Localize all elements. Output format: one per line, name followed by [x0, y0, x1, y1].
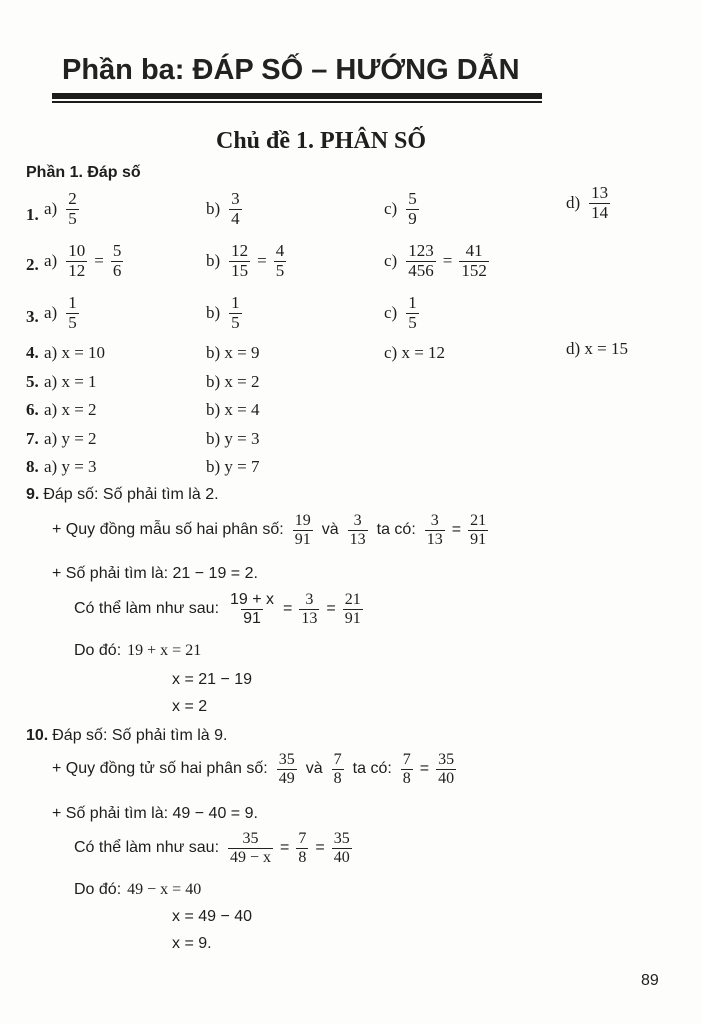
question-number: 4.: [26, 343, 39, 362]
part-title: Phần ba: ĐÁP SỐ – HƯỚNG DẪN: [62, 54, 520, 86]
answer-8a: a) y = 3: [44, 457, 97, 476]
q10-eq1: Do đó: 49 − x = 40: [74, 881, 202, 898]
answer-3a: a) $\frac{1}{5}$: [44, 293, 77, 332]
section-title: Phần 1. Đáp số: [26, 164, 141, 181]
question-number: 7.: [26, 429, 39, 448]
title-rule-thin: [52, 101, 542, 103]
question-number: 5.: [26, 372, 39, 391]
answer-2a: a) $\frac{10}{12}$ = $\frac{5}{6}$: [44, 241, 122, 280]
answer-4c: c) x = 12: [384, 343, 446, 362]
q10-eq3: x = 9.: [172, 935, 212, 952]
answer-1d: d) $\frac{13}{14}$: [566, 183, 609, 222]
answer-4d: d) x = 15: [566, 339, 628, 358]
answer-2b: b) $\frac{12}{15}$ = $\frac{4}{5}$: [206, 241, 285, 280]
q9-eq3: x = 2: [172, 698, 208, 715]
question-number: 8.: [26, 457, 39, 476]
answer-7b: b) y = 3: [206, 429, 260, 448]
answer-6b: b) x = 4: [206, 400, 260, 419]
q10-alt: Có thể làm như sau: $\frac{35}{49 - x}$ = $\frac{7}{8}$ = $\frac{35}{40}$: [74, 830, 350, 866]
answer-4a: a) x = 10: [44, 343, 106, 362]
q9-heading: 9. Đáp số: Số phải tìm là 2.: [26, 486, 219, 503]
q10-step1: + Quy đồng tử số hai phân số: $\frac{35}{49}$ và $\frac{7}{8}$ ta có: $\frac{7}{8}$ = $\frac{35}{40}$: [52, 751, 455, 787]
answer-6a: a) x = 2: [44, 400, 97, 419]
answer-1a: a) $\frac{2}{5}$: [44, 189, 77, 228]
q9-eq2: x = 21 − 19: [172, 671, 253, 688]
topic-title: Chủ đề 1. PHÂN SỐ: [216, 128, 427, 154]
answer-4b: b) x = 9: [206, 343, 260, 362]
page-number: 89: [641, 972, 659, 989]
q9-step2: + Số phải tìm là: 21 − 19 = 2.: [52, 565, 258, 582]
answer-3c: c) $\frac{1}{5}$: [384, 293, 417, 332]
question-number: 2.: [26, 255, 39, 274]
q9-step1: + Quy đồng mẫu số hai phân số: $\frac{19}{91}$ và $\frac{3}{13}$ ta có: $\frac{3}{13}$ = $\frac{21}{91}$: [52, 512, 487, 548]
answer-1c: c) $\frac{5}{9}$: [384, 189, 417, 228]
q10-heading: 10. Đáp số: Số phải tìm là 9.: [26, 727, 228, 744]
q10-step2: + Số phải tìm là: 49 − 40 = 9.: [52, 805, 258, 822]
question-number: 1.: [26, 205, 39, 224]
answer-5a: a) x = 1: [44, 372, 97, 391]
question-number: 6.: [26, 400, 39, 419]
answer-3b: b) $\frac{1}{5}$: [206, 293, 240, 332]
q9-alt: Có thể làm như sau: $\frac{19 + x}{91}$ = $\frac{3}{13}$ = $\frac{21}{91}$: [74, 591, 361, 627]
answer-7a: a) y = 2: [44, 429, 97, 448]
q9-eq1: Do đó: 19 + x = 21: [74, 642, 202, 659]
answer-5b: b) x = 2: [206, 372, 260, 391]
answer-8b: b) y = 7: [206, 457, 260, 476]
title-rule-thick: [52, 93, 542, 99]
q10-eq2: x = 49 − 40: [172, 908, 253, 925]
answer-1b: b) $\frac{3}{4}$: [206, 189, 240, 228]
answer-2c: c) $\frac{123}{456}$ = $\frac{41}{152}$: [384, 241, 487, 280]
question-number: 3.: [26, 307, 39, 326]
